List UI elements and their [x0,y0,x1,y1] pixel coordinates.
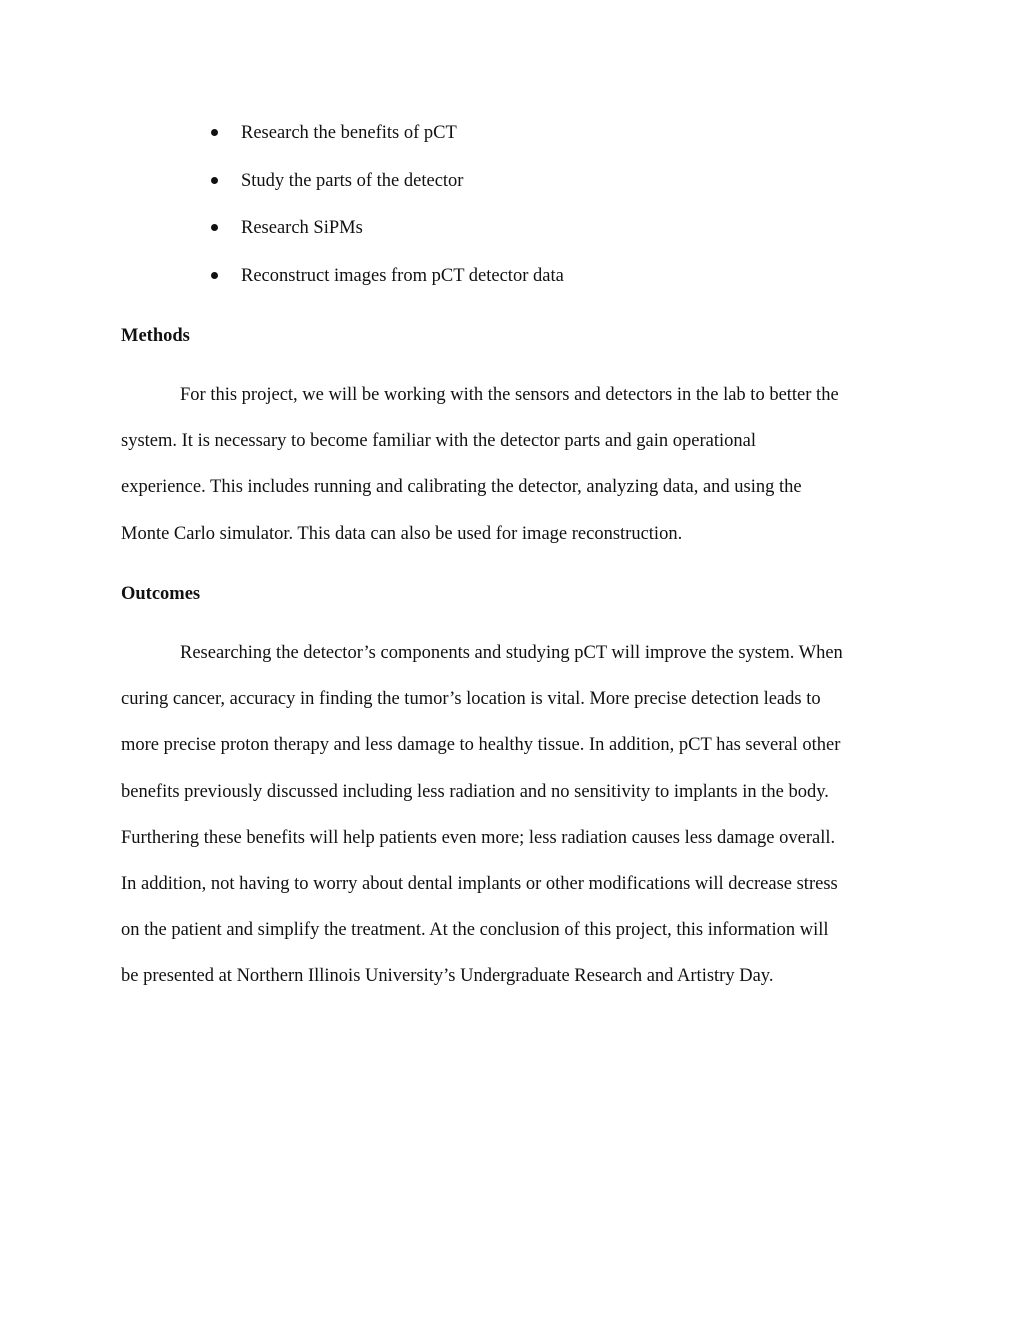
bullet-item [0,261,1024,309]
bullet-icon [211,129,218,136]
paragraph-line: Researching the detector’s components and studying pCT will improve the system. When [180,643,843,663]
bullet-icon [211,177,218,184]
paragraph-line: experience. This includes running and calibrating the detector, analyzing data, and using the [121,477,802,498]
paragraph-line: Monte Carlo simulator. This data can also be used for image reconstruction. [121,523,683,544]
paragraph-line: more precise proton therapy and less damage to healthy tissue. In addition, pCT has several other [121,735,841,756]
paragraph-line: be presented at Northern Illinois University’s Undergraduate Research and Artistry Day. [121,966,774,987]
outcomes-heading: Outcomes [121,584,201,604]
paragraph-line: on the patient and simplify the treatment. At the conclusion of this project, this information will [121,920,829,941]
bullet-text: Reconstruct images from pCT detector data [241,265,564,286]
paragraph-line: For this project, we will be working with the sensors and detectors in the lab to better the [180,385,839,405]
bullet-icon [211,224,218,231]
bullet-text: Research the benefits of pCT [241,123,457,143]
bullet-item [0,166,1024,214]
paragraph-line: system. It is necessary to become familiar with the detector parts and gain operational [121,431,756,452]
bullet-item [0,118,1024,166]
bullet-text: Study the parts of the detector [241,170,464,191]
methods-heading: Methods [121,326,190,346]
bullet-text: Research SiPMs [241,218,363,238]
bullet-icon [211,272,218,279]
outcomes-paragraph [121,638,911,1008]
bullet-item [0,213,1024,261]
paragraph-line: In addition, not having to worry about dental implants or other modifications will decrease stress [121,873,838,894]
paragraph-line: benefits previously discussed including less radiation and no sensitivity to implants in the body. [121,781,829,802]
objectives-bullet-list [0,118,1024,308]
paragraph-line: curing cancer, accuracy in finding the tumor’s location is vital. More precise detection leads to [121,689,821,710]
paragraph-line: Furthering these benefits will help patients even more; less radiation causes less damage overall. [121,827,836,848]
methods-paragraph [121,380,911,565]
